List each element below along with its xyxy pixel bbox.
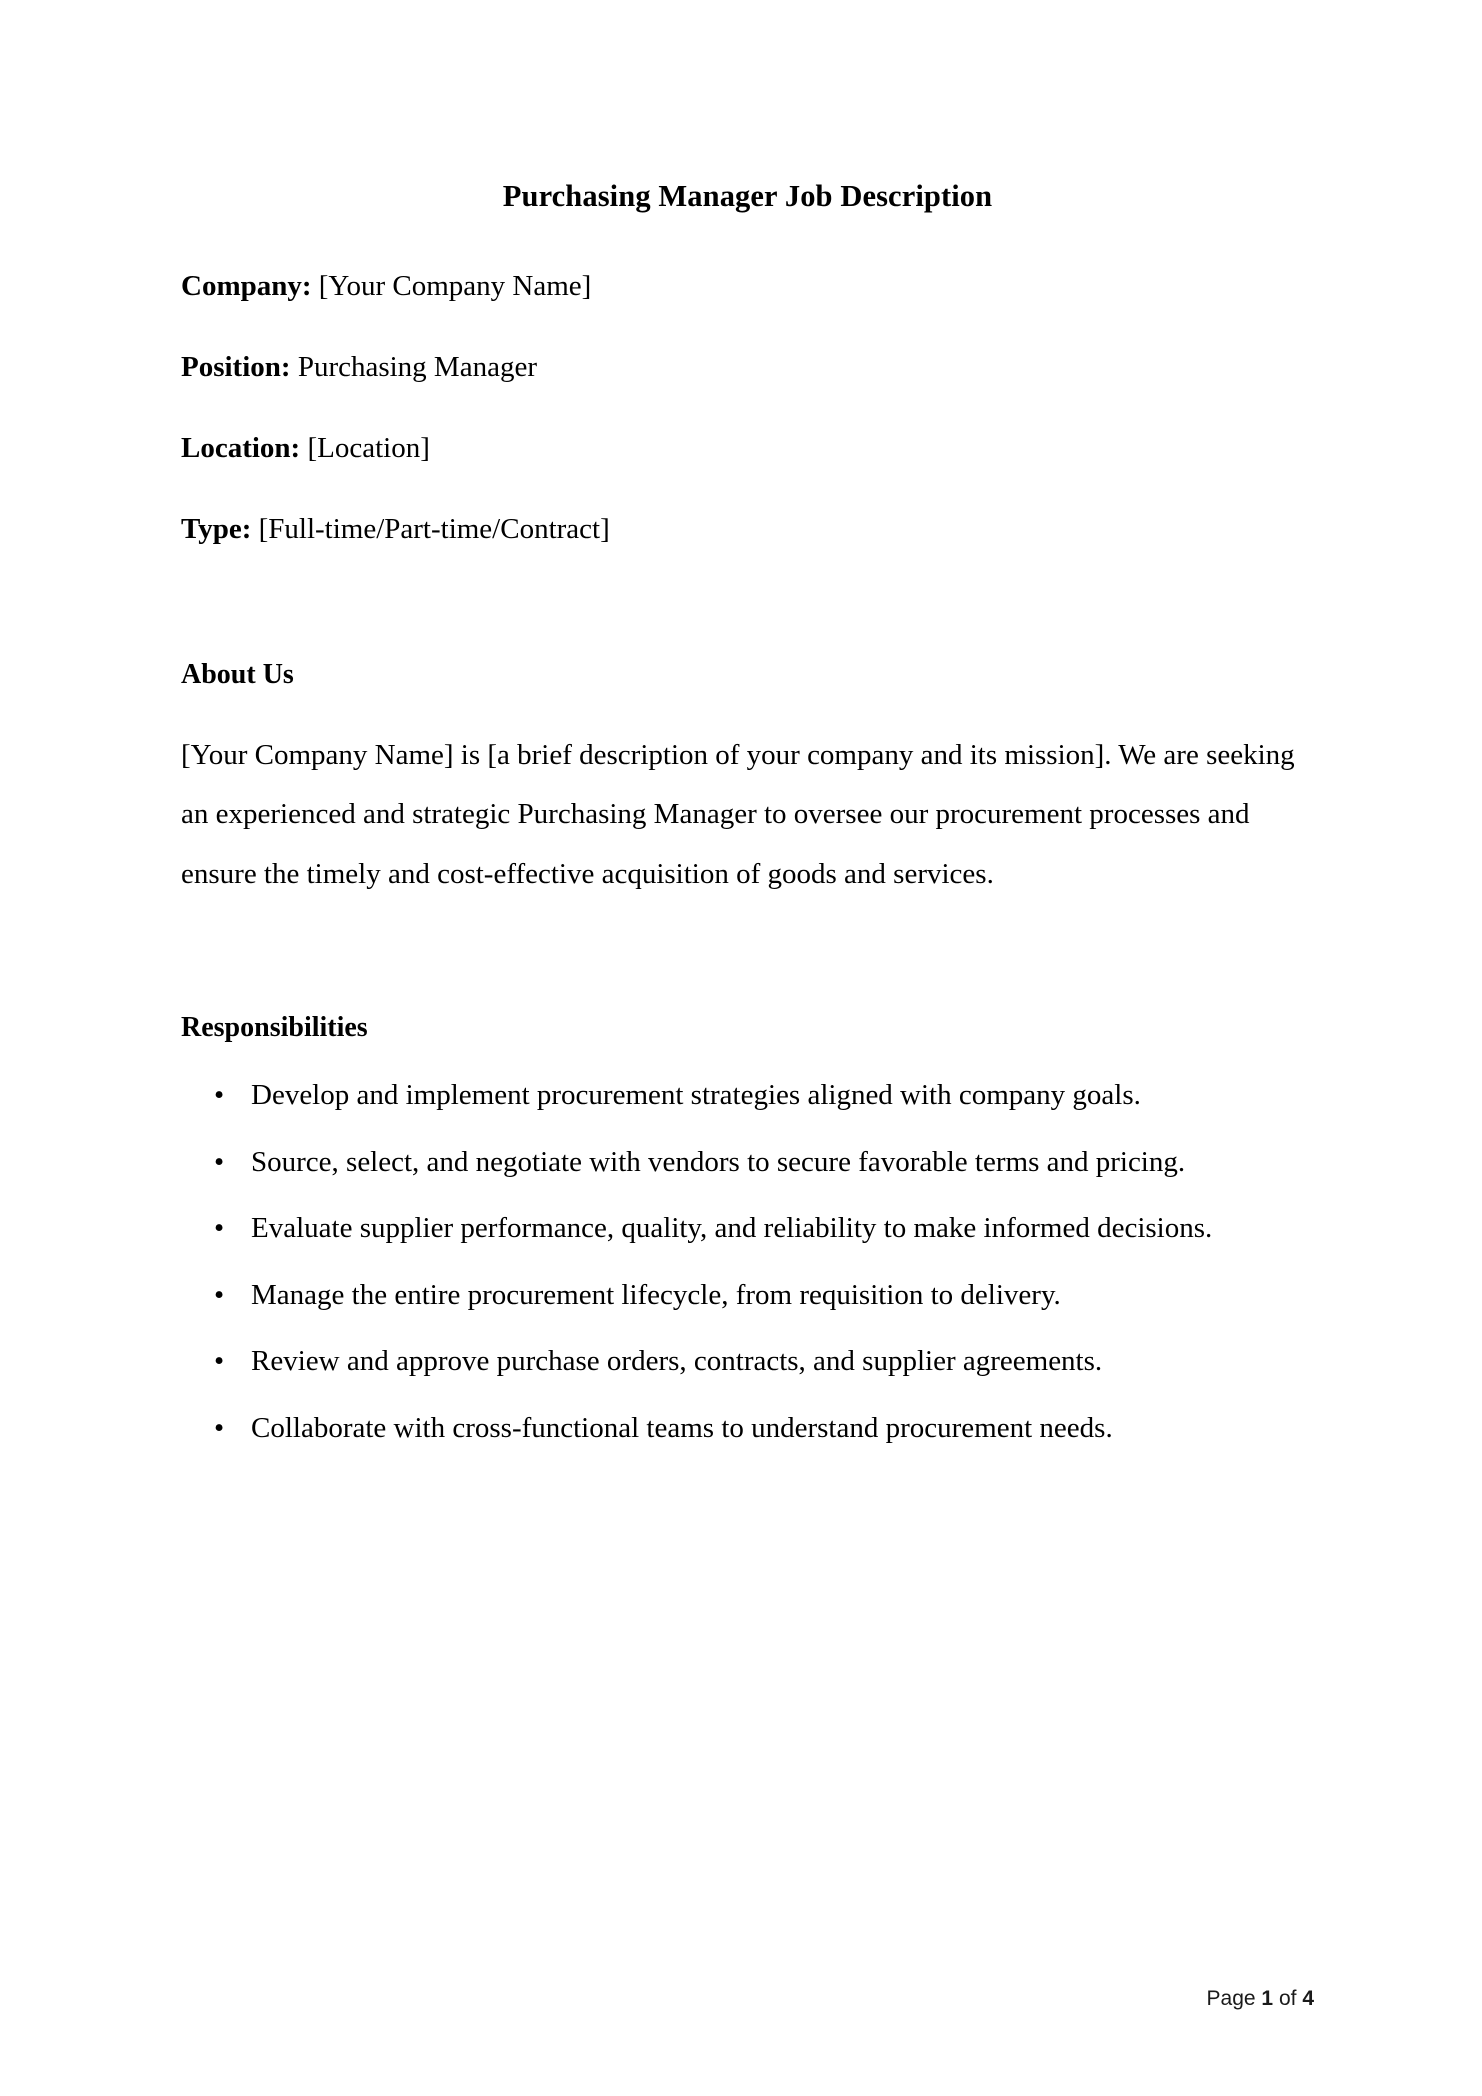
footer-total-pages: 4 <box>1302 1986 1314 2010</box>
page-number-footer <box>1207 1986 1314 2011</box>
responsibilities-list <box>181 1066 1321 1458</box>
meta-label-type: Type: <box>181 512 252 545</box>
bullet-icon: • <box>214 1345 225 1378</box>
meta-value-location: [Location] <box>307 431 430 464</box>
job-meta-list <box>181 269 1314 545</box>
meta-value-type: [Full-time/Part-time/Contract] <box>258 512 610 545</box>
meta-row-location <box>181 431 1314 464</box>
section-heading-responsibilities: Responsibilities <box>181 1012 368 1044</box>
meta-label-position: Position: <box>181 350 291 383</box>
list-item <box>181 1332 1321 1392</box>
bullet-icon: • <box>214 1079 225 1112</box>
meta-label-location: Location: <box>181 431 301 464</box>
bullet-icon: • <box>214 1145 225 1178</box>
section-heading-about-us: About Us <box>181 658 294 690</box>
list-item-text: Evaluate supplier performance, quality, and reliability to make informed decisions. <box>251 1212 1213 1245</box>
meta-label-company: Company: <box>181 269 312 302</box>
footer-prefix: Page <box>1206 1986 1256 2010</box>
footer-separator: of <box>1278 1986 1297 2010</box>
page-title: Purchasing Manager Job Description <box>502 179 993 213</box>
list-item-text: Collaborate with cross-functional teams to understand procurement needs. <box>251 1411 1113 1444</box>
meta-row-company <box>181 269 1314 302</box>
list-item-text: Develop and implement procurement strategies aligned with company goals. <box>251 1079 1141 1112</box>
list-item <box>181 1199 1321 1259</box>
bullet-icon: • <box>214 1411 225 1444</box>
meta-row-type <box>181 512 1314 545</box>
bullet-icon: • <box>214 1278 225 1311</box>
list-item <box>181 1066 1321 1126</box>
list-item-text: Manage the entire procurement lifecycle, from requisition to delivery. <box>251 1278 1061 1311</box>
list-item <box>181 1133 1321 1193</box>
list-item <box>181 1266 1321 1326</box>
list-item-text: Review and approve purchase orders, contracts, and supplier agreements. <box>251 1345 1103 1378</box>
list-item <box>181 1399 1321 1459</box>
meta-value-company: [Your Company Name] <box>318 269 592 302</box>
meta-value-position: Purchasing Manager <box>297 350 537 383</box>
footer-current-page: 1 <box>1261 1986 1274 2010</box>
about-us-paragraph: [Your Company Name] is [a brief description of your company and its mission]. We are seeking an experienced and strategic Purchasing Manager to oversee our procurement processes and ensure the timely and cost-effective acquisition of goods and services. <box>181 738 1295 890</box>
bullet-icon: • <box>214 1212 225 1245</box>
list-item-text: Source, select, and negotiate with vendors to secure favorable terms and pricing. <box>251 1145 1186 1178</box>
meta-row-position <box>181 350 1314 383</box>
